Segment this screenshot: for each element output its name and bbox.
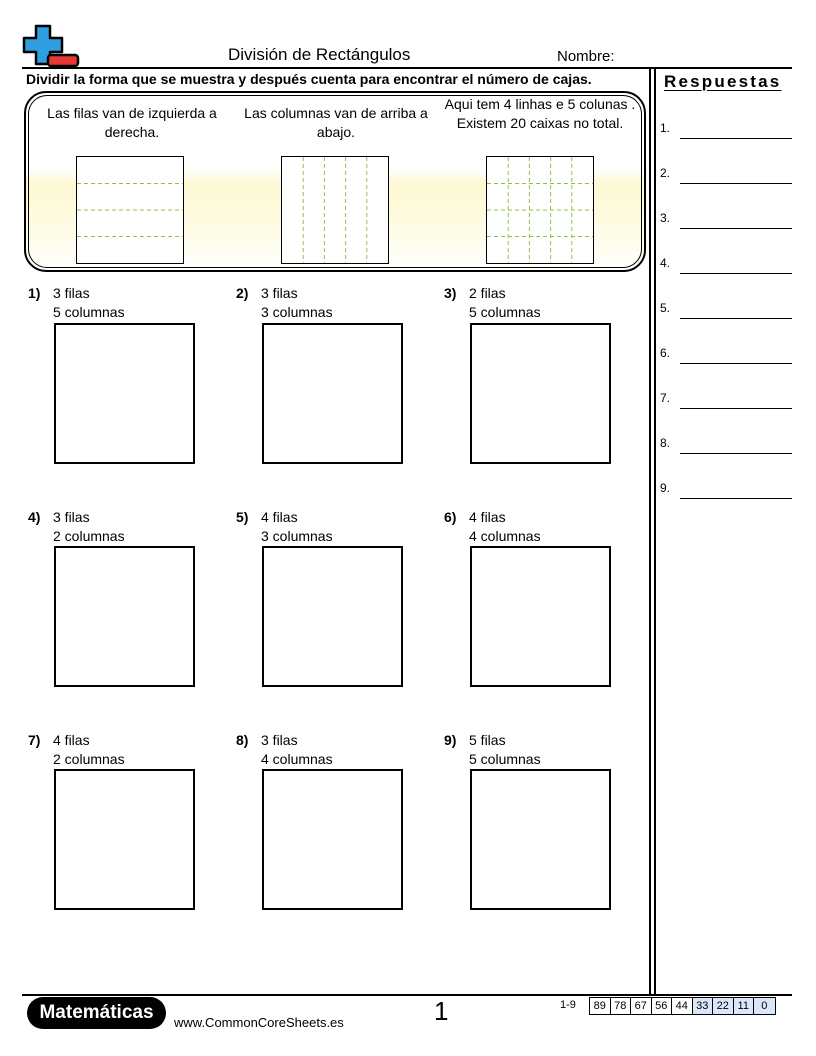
- answer-line: [680, 228, 792, 229]
- answer-number: 7.: [660, 391, 671, 405]
- problem-number-8: 8): [236, 732, 249, 748]
- answer-number: 1.: [660, 121, 671, 135]
- answer-number: 8.: [660, 436, 671, 450]
- problem-columns: 5 columnas: [53, 304, 125, 320]
- problem-8-rectangle[interactable]: [262, 769, 403, 910]
- answer-number: 9.: [660, 481, 671, 495]
- problem-columns: 4 columnas: [469, 528, 541, 544]
- problem-9-rectangle[interactable]: [470, 769, 611, 910]
- answer-field-1[interactable]: [660, 119, 792, 139]
- answer-line: [680, 138, 792, 139]
- answer-field-2[interactable]: [660, 164, 792, 184]
- brand-badge: Matemáticas: [27, 997, 166, 1029]
- answer-line: [680, 363, 792, 364]
- problem-number-4: 4): [28, 509, 41, 525]
- site-url[interactable]: www.CommonCoreSheets.es: [174, 1015, 344, 1030]
- problem-6-rectangle[interactable]: [470, 546, 611, 687]
- answers-title: Respuestas: [664, 72, 782, 91]
- problem-5-text: [261, 508, 333, 546]
- instructions: Dividir la forma que se muestra y después cuenta para encontrar el número de cajas.: [26, 71, 592, 87]
- column-divider: [649, 67, 651, 994]
- problem-number-7: 7): [28, 732, 41, 748]
- problem-columns: 3 columnas: [261, 528, 333, 544]
- score-cell: 78: [611, 998, 632, 1014]
- example-rows-box: [76, 156, 184, 264]
- score-cell: 89: [590, 998, 611, 1014]
- example-rows-text: Las filas van de izquierda a derecha.: [47, 105, 217, 140]
- answer-line: [680, 408, 792, 409]
- problem-7-rectangle[interactable]: [54, 769, 195, 910]
- problem-columns: 2 columnas: [53, 751, 125, 767]
- problem-6-text: [469, 508, 541, 546]
- problem-8-text: [261, 731, 333, 769]
- example-columns-text: Las columnas van de arriba a abajo.: [244, 105, 428, 140]
- score-cell: 44: [672, 998, 693, 1014]
- problem-rows: 3 filas: [261, 732, 298, 748]
- problem-number-6: 6): [444, 509, 457, 525]
- problem-columns: 5 columnas: [469, 751, 541, 767]
- plus-minus-logo-icon: [22, 24, 80, 68]
- problem-rows: 3 filas: [53, 285, 90, 301]
- problem-3-rectangle[interactable]: [470, 323, 611, 464]
- example-columns-dividers: [282, 157, 388, 263]
- problem-columns: 4 columnas: [261, 751, 333, 767]
- problem-number-1: 1): [28, 285, 41, 301]
- answer-line: [680, 453, 792, 454]
- problem-4-text: [53, 508, 125, 546]
- answer-number: 5.: [660, 301, 671, 315]
- problem-rows: 2 filas: [469, 285, 506, 301]
- score-cell: 11: [734, 998, 755, 1014]
- answer-field-7[interactable]: [660, 389, 792, 409]
- answer-line: [680, 273, 792, 274]
- problem-rows: 4 filas: [469, 509, 506, 525]
- score-cell: 67: [631, 998, 652, 1014]
- example-grid-box: [486, 156, 594, 264]
- score-cell: 56: [652, 998, 673, 1014]
- problem-rows: 4 filas: [53, 732, 90, 748]
- answer-field-5[interactable]: [660, 299, 792, 319]
- problem-rows: 5 filas: [469, 732, 506, 748]
- problem-number-5: 5): [236, 509, 249, 525]
- name-label: Nombre:: [557, 48, 615, 65]
- problem-rows: 4 filas: [261, 509, 298, 525]
- problem-number-3: 3): [444, 285, 457, 301]
- answer-number: 3.: [660, 211, 671, 225]
- answer-number: 2.: [660, 166, 671, 180]
- problem-number-9: 9): [444, 732, 457, 748]
- problem-number-2: 2): [236, 285, 249, 301]
- score-cell: 22: [713, 998, 734, 1014]
- problem-rows: 3 filas: [261, 285, 298, 301]
- page-number: 1: [434, 996, 449, 1026]
- score-table: [589, 997, 776, 1015]
- problem-9-text: [469, 731, 541, 769]
- problem-1-text: [53, 284, 125, 322]
- score-cell: 0: [754, 998, 775, 1014]
- problem-5-rectangle[interactable]: [262, 546, 403, 687]
- score-range-label: 1-9: [560, 999, 576, 1011]
- example-grid-text: Aqui tem 4 linhas e 5 colunas . Existem 20 caixas no total.: [444, 96, 636, 131]
- problem-rows: 3 filas: [53, 509, 90, 525]
- footer-divider: [22, 994, 792, 996]
- answer-line: [680, 183, 792, 184]
- answer-field-9[interactable]: [660, 479, 792, 499]
- problem-3-text: [469, 284, 541, 322]
- answer-line: [680, 318, 792, 319]
- answer-line: [680, 498, 792, 499]
- header-divider: [22, 67, 792, 69]
- answer-field-3[interactable]: [660, 209, 792, 229]
- example-rows-dividers: [77, 157, 183, 263]
- answer-field-4[interactable]: [660, 254, 792, 274]
- problem-columns: 5 columnas: [469, 304, 541, 320]
- problem-7-text: [53, 731, 125, 769]
- problem-1-rectangle[interactable]: [54, 323, 195, 464]
- answer-field-8[interactable]: [660, 434, 792, 454]
- worksheet-title: División de Rectángulos: [228, 45, 411, 64]
- column-divider: [654, 67, 656, 994]
- example-columns-box: [281, 156, 389, 264]
- problem-4-rectangle[interactable]: [54, 546, 195, 687]
- score-cell: 33: [693, 998, 714, 1014]
- problem-columns: 2 columnas: [53, 528, 125, 544]
- answer-field-6[interactable]: [660, 344, 792, 364]
- problem-2-rectangle[interactable]: [262, 323, 403, 464]
- problem-columns: 3 columnas: [261, 304, 333, 320]
- answer-number: 6.: [660, 346, 671, 360]
- example-grid-dividers: [487, 157, 593, 263]
- problem-2-text: [261, 284, 333, 322]
- answer-number: 4.: [660, 256, 671, 270]
